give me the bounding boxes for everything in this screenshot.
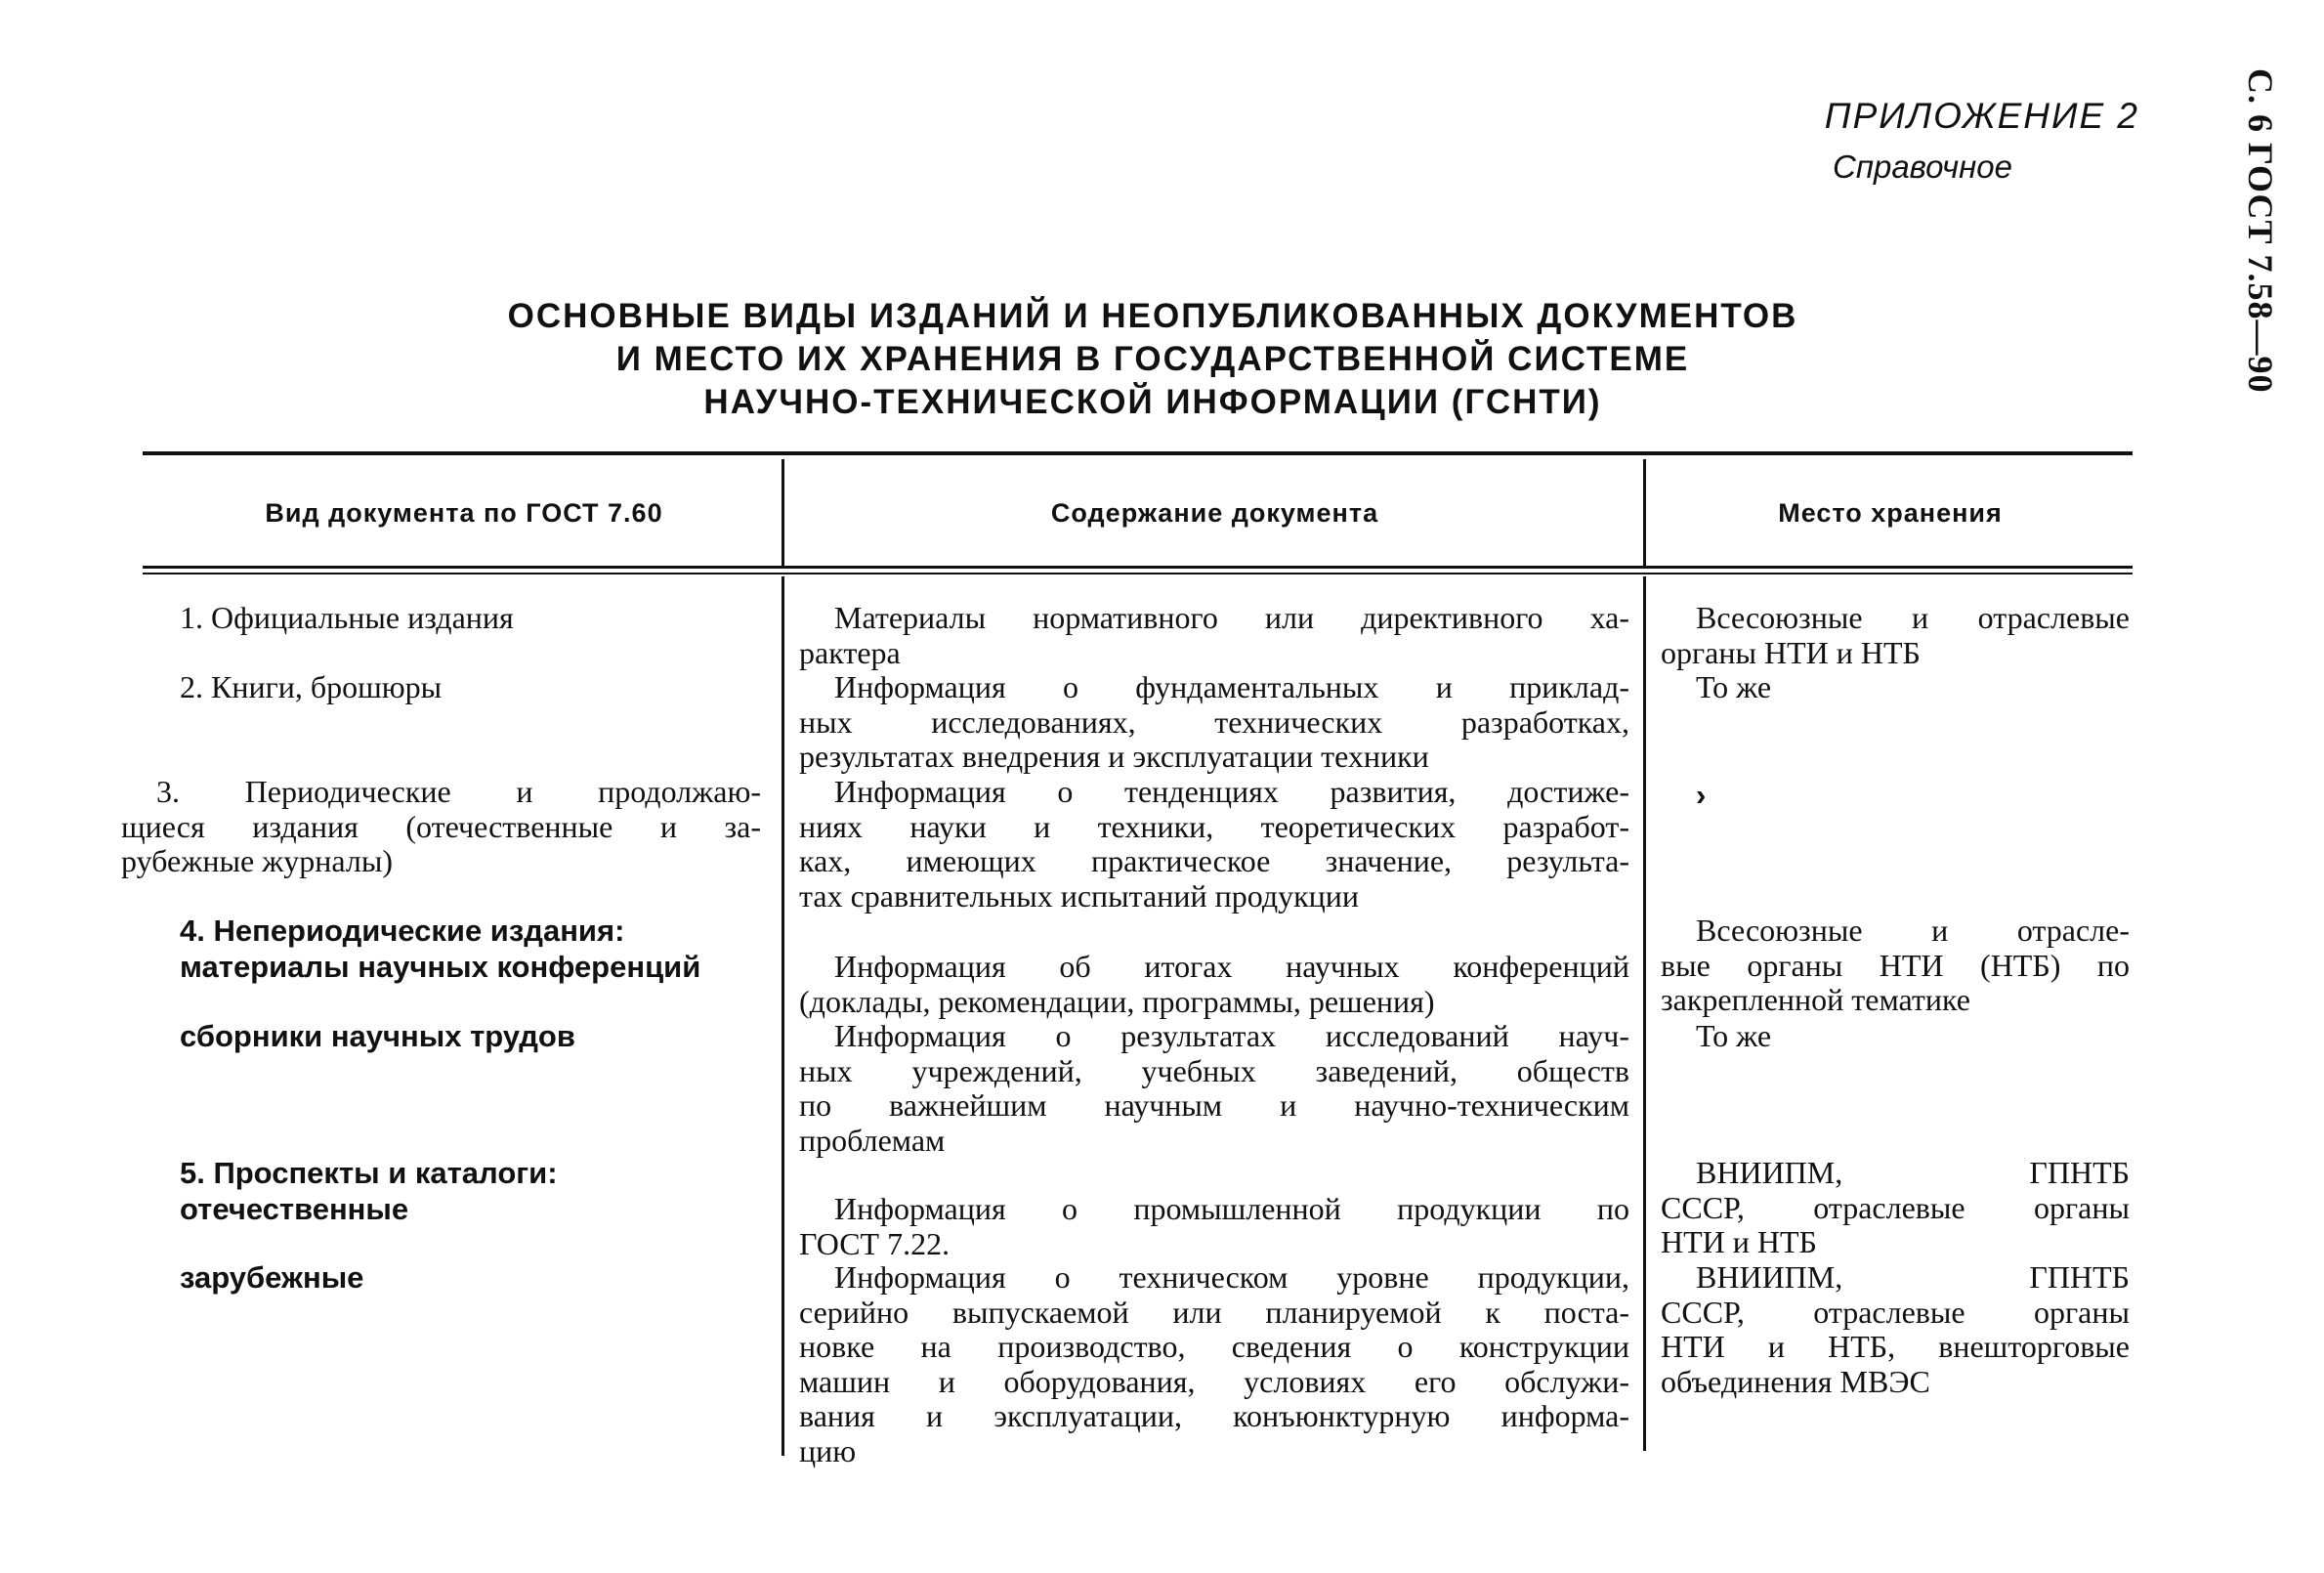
storage-periodicals: › [1696, 778, 1707, 812]
type-periodicals: 3. Периодические и продолжаю- щиеся издания (отечественные и за- рубежные журналы) [121, 774, 761, 878]
table-top-rule [143, 451, 2133, 455]
reference-label: Справочное [1832, 149, 2012, 185]
header-divider-1 [782, 459, 784, 567]
title-line-2: И МЕСТО ИХ ХРАНЕНИЯ В ГОСУДАРСТВЕННОЙ СИСТЕМЕ [615, 340, 1690, 378]
type-nonperiodicals: 4. Непериодические издания: [180, 914, 625, 948]
content-foreign: Информация о техническом уровне продукции, серийно выпускаемой или планируемой к поста- новке на производство, сведения о конструкции машин и оборудования, условиях его обслужи- вания и эксплуатации, конъюнктурную информа- цию [799, 1259, 1629, 1468]
document-title [293, 295, 2012, 424]
storage-proceedings: То же [1696, 1018, 1772, 1053]
title-line-1: ОСНОВНЫЕ ВИДЫ ИЗДАНИЙ И НЕОПУБЛИКОВАННЫХ ДОКУМЕНТОВ [507, 297, 1798, 335]
type-proceedings: сборники научных трудов [180, 1019, 575, 1053]
content-proceedings: Информация о результатах исследований науч- ных учреждений, учебных заведений, обществ по важнейшим научным и научно-техническим проблемам [799, 1018, 1629, 1158]
header-storage-place: Место хранения [1778, 498, 2003, 528]
type-catalogs: 5. Проспекты и каталоги: [180, 1156, 558, 1190]
content-periodicals: Информация о тенденциях развития, достиже- ниях науки и техники, теоретических разработ- ках, имеющих практическое значение, результа- тах сравнительных испытаний продукции [799, 774, 1629, 914]
type-conference-materials: материалы научных конференций [180, 950, 701, 984]
table-header-rule [143, 566, 2133, 569]
content-books: Информация о фундаментальных и приклад- ных исследованиях, технических разработках, результатах внедрения и эксплуатации техники [799, 669, 1629, 774]
title-line-3: НАУЧНО-ТЕХНИЧЕСКОЙ ИНФОРМАЦИИ (ГСНТИ) [703, 383, 1602, 421]
header-document-type: Вид документа по ГОСТ 7.60 [265, 498, 663, 528]
type-official: 1. Официальные издания [180, 600, 514, 635]
header-divider-2 [1643, 459, 1646, 567]
content-official: Материалы нормативного или директивного ха- рактера [799, 600, 1629, 670]
table-header-rule-2 [143, 573, 2133, 574]
type-foreign: зарубежные [180, 1260, 364, 1295]
storage-books: То же [1696, 669, 1772, 704]
type-domestic: отечественные [180, 1192, 409, 1226]
storage-nonperiodicals: Всесоюзные и отрасле- вые органы НТИ (НТБ) по закрепленной тематике [1661, 913, 2130, 1017]
storage-official: Всесоюзные и отраслевые органы НТИ и НТБ [1661, 600, 2130, 670]
storage-domestic: ВНИИПМ, ГПНТБ СССР, отраслевые органы НТИ и НТБ [1661, 1155, 2130, 1259]
appendix-label: ПРИЛОЖЕНИЕ 2 [1824, 96, 2139, 136]
header-document-content: Содержание документа [1050, 498, 1379, 528]
page-side-label: С. 6 ГОСТ 7.58—90 [2241, 68, 2280, 394]
content-conference: Информация об итогах научных конференций (доклады, рекомендации, программы, решения) [799, 949, 1629, 1019]
type-books: 2. Книги, брошюры [180, 669, 443, 704]
column-divider-2 [1643, 576, 1646, 1451]
storage-foreign: ВНИИПМ, ГПНТБ СССР, отраслевые органы НТИ и НТБ, внешторговые объединения МВЭС [1661, 1259, 2130, 1399]
column-divider-1 [782, 576, 784, 1456]
content-domestic: Информация о промышленной продукции по ГОСТ 7.22. [799, 1191, 1629, 1261]
